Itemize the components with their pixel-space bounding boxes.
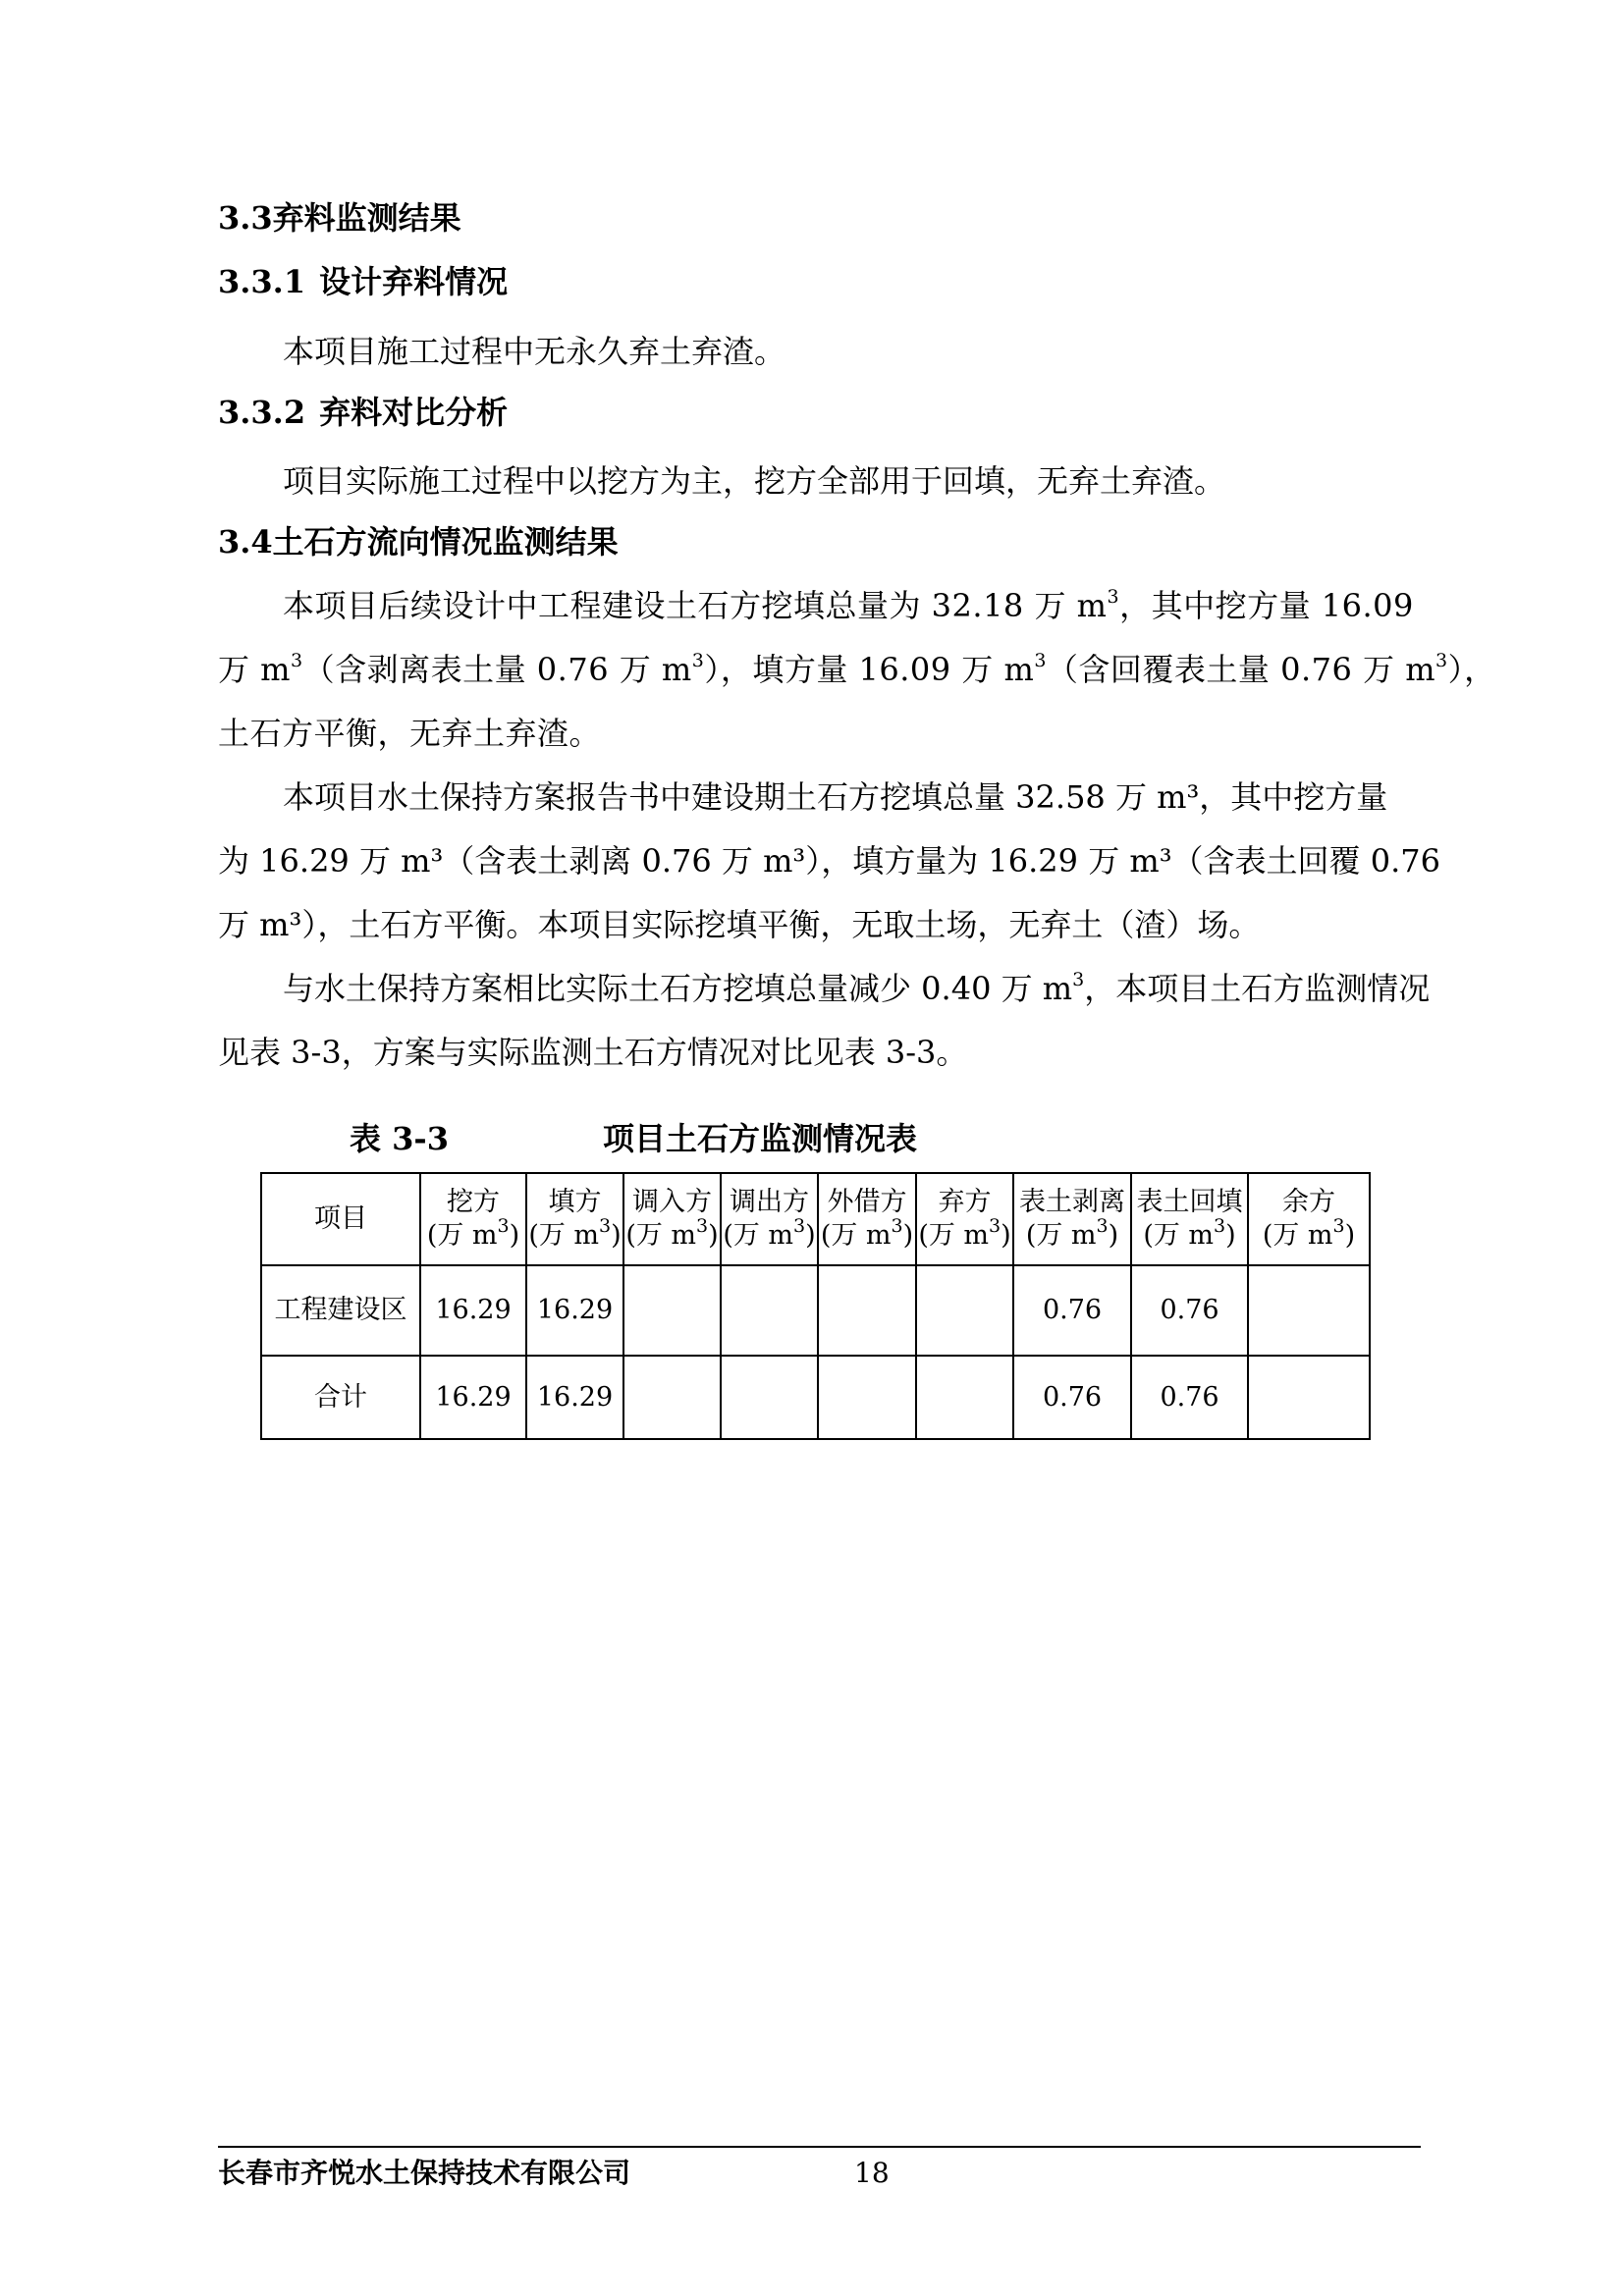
col-header-excavation	[420, 1173, 526, 1265]
unit-text: )	[509, 1220, 520, 1251]
unit-text: (万 m	[723, 1220, 794, 1251]
unit-text: (万 m	[1025, 1220, 1097, 1251]
superscript: 3	[1107, 586, 1120, 609]
unit-text: )	[611, 1220, 622, 1251]
earthwork-table	[260, 1172, 1371, 1440]
table-cell: 16.29	[420, 1265, 526, 1356]
unit-text: (万 m	[625, 1220, 697, 1251]
col-header-item	[261, 1173, 420, 1265]
table-cell: 0.76	[1013, 1356, 1131, 1439]
text-run: （含回覆表土量 0.76 万 m	[1046, 651, 1436, 688]
superscript: 3	[1034, 650, 1047, 672]
superscript: 3	[696, 1215, 709, 1237]
text-line: 见表 3-3，方案与实际监测土石方情况对比见表 3-3。	[218, 1034, 968, 1071]
table-cell	[1248, 1265, 1370, 1356]
paragraph-comparison	[218, 957, 1431, 1085]
col-header-transfer-in	[623, 1173, 721, 1265]
text-run: 万 m	[218, 651, 292, 688]
header-label: 调出方	[730, 1187, 809, 1217]
header-label: 弃方	[938, 1187, 992, 1217]
table-cell: 合计	[261, 1356, 420, 1439]
col-header-topsoil-strip	[1013, 1173, 1131, 1265]
footer-company: 长春市齐悦水土保持技术有限公司	[218, 2157, 631, 2189]
superscript: 3	[291, 650, 303, 672]
header-unit	[722, 1215, 817, 1253]
superscript: 3	[1072, 969, 1085, 991]
text-run: ，其中挖方量 16.09	[1119, 587, 1414, 624]
section-heading-3-4	[218, 522, 619, 561]
table-caption-number: 表 3-3	[350, 1120, 449, 1157]
table-cell: 16.29	[526, 1265, 623, 1356]
unit-text: (万 m	[426, 1220, 498, 1251]
text-run: ），	[1447, 651, 1496, 688]
header-unit	[1014, 1215, 1130, 1253]
paragraph-3-3-1	[218, 320, 1421, 384]
heading-title: 设计弃料情况	[319, 263, 509, 300]
col-header-transfer-out	[721, 1173, 818, 1265]
unit-text: (万 m	[1262, 1220, 1333, 1251]
table-cell	[1248, 1356, 1370, 1439]
header-unit	[527, 1215, 623, 1253]
unit-text: (万 m	[918, 1220, 990, 1251]
table-row	[261, 1356, 1370, 1439]
table-cell	[818, 1356, 916, 1439]
text-line: 万 m³），土石方平衡。本项目实际挖填平衡，无取土场，无弃土（渣）场。	[218, 906, 1261, 943]
header-unit	[917, 1215, 1012, 1253]
table-cell: 0.76	[1131, 1265, 1248, 1356]
unit-text: (万 m	[1143, 1220, 1215, 1251]
header-label: 项目	[314, 1203, 367, 1234]
header-label: 表土剥离	[1019, 1187, 1125, 1217]
table-cell	[818, 1265, 916, 1356]
header-label: 填方	[548, 1187, 602, 1217]
heading-number: 3.4	[218, 523, 273, 561]
superscript: 3	[599, 1215, 612, 1237]
text-run: 本项目后续设计中工程建设土石方挖填总量为 32.18 万 m	[283, 587, 1108, 624]
paragraph-text: 本项目施工过程中无永久弃土弃渣。	[283, 333, 786, 370]
paragraph-earthwork-plan	[218, 766, 1440, 957]
header-unit	[1249, 1215, 1369, 1253]
superscript: 3	[1096, 1215, 1109, 1237]
col-header-spoil	[916, 1173, 1013, 1265]
text-run: 本项目水土保持方案报告书中建设期土石方挖填总量 32.58 万 m³，其中挖方量	[283, 778, 1388, 816]
col-header-surplus	[1248, 1173, 1370, 1265]
page-number: 18	[854, 2157, 890, 2189]
section-heading-3-3-2	[218, 393, 508, 432]
header-label: 余方	[1282, 1187, 1335, 1217]
heading-title: 土石方流向情况监测结果	[272, 523, 619, 561]
section-heading-3-3	[218, 198, 461, 238]
table-cell: 0.76	[1013, 1265, 1131, 1356]
table-cell	[916, 1265, 1013, 1356]
header-label: 外借方	[827, 1187, 907, 1217]
table-cell: 工程建设区	[261, 1265, 420, 1356]
section-heading-3-3-1	[218, 262, 508, 301]
unit-text: )	[1225, 1220, 1236, 1251]
footer-divider	[218, 2146, 1421, 2148]
heading-number: 3.3.1	[218, 263, 306, 300]
col-header-fill	[526, 1173, 623, 1265]
header-unit	[1132, 1215, 1247, 1253]
heading-number: 3.3	[218, 199, 273, 237]
paragraph-3-3-2	[218, 450, 1421, 513]
table-cell	[623, 1265, 721, 1356]
paragraph-earthwork-design	[218, 574, 1496, 766]
table-cell	[623, 1356, 721, 1439]
unit-text: (万 m	[820, 1220, 892, 1251]
table-row	[261, 1265, 1370, 1356]
unit-text: )	[805, 1220, 816, 1251]
superscript: 3	[793, 1215, 806, 1237]
col-header-borrow	[818, 1173, 916, 1265]
text-line: 土石方平衡，无弃土弃渣。	[218, 715, 602, 752]
superscript: 3	[1332, 1215, 1345, 1237]
header-unit	[421, 1215, 525, 1253]
table-cell	[916, 1356, 1013, 1439]
table-cell	[721, 1356, 818, 1439]
text-run: ，本项目土石方监测情况	[1084, 970, 1431, 1007]
header-label: 挖方	[447, 1187, 500, 1217]
header-unit	[819, 1215, 915, 1253]
paragraph-text: 项目实际施工过程中以挖方为主，挖方全部用于回填，无弃土弃渣。	[283, 462, 1226, 500]
text-run: 与水土保持方案相比实际土石方挖填总量减少 0.40 万 m	[283, 970, 1073, 1007]
header-unit	[624, 1215, 720, 1253]
superscript: 3	[497, 1215, 510, 1237]
header-label: 表土回填	[1136, 1187, 1243, 1217]
heading-title: 弃料监测结果	[272, 199, 461, 237]
unit-text: )	[1108, 1220, 1119, 1251]
unit-text: (万 m	[528, 1220, 600, 1251]
superscript: 3	[1214, 1215, 1226, 1237]
superscript: 3	[1435, 650, 1448, 672]
unit-text: )	[1344, 1220, 1356, 1251]
table-cell: 0.76	[1131, 1356, 1248, 1439]
table-cell: 16.29	[526, 1356, 623, 1439]
header-label: 调入方	[632, 1187, 712, 1217]
unit-text: )	[708, 1220, 719, 1251]
table-cell	[721, 1265, 818, 1356]
text-run: ），填方量 16.09 万 m	[704, 651, 1035, 688]
unit-text: )	[902, 1220, 914, 1251]
table-cell: 16.29	[420, 1356, 526, 1439]
heading-number: 3.3.2	[218, 394, 306, 431]
text-line: 为 16.29 万 m³（含表土剥离 0.76 万 m³），填方量为 16.29 万 m³（含表土回覆 0.76	[218, 842, 1440, 880]
table-caption-title: 项目土石方监测情况表	[603, 1120, 918, 1157]
superscript: 3	[891, 1215, 903, 1237]
text-run: （含剥离表土量 0.76 万 m	[302, 651, 692, 688]
superscript: 3	[691, 650, 705, 672]
superscript: 3	[989, 1215, 1001, 1237]
unit-text: )	[1001, 1220, 1011, 1251]
heading-title: 弃料对比分析	[319, 394, 509, 431]
table-header-row	[261, 1173, 1370, 1265]
col-header-topsoil-backfill	[1131, 1173, 1248, 1265]
